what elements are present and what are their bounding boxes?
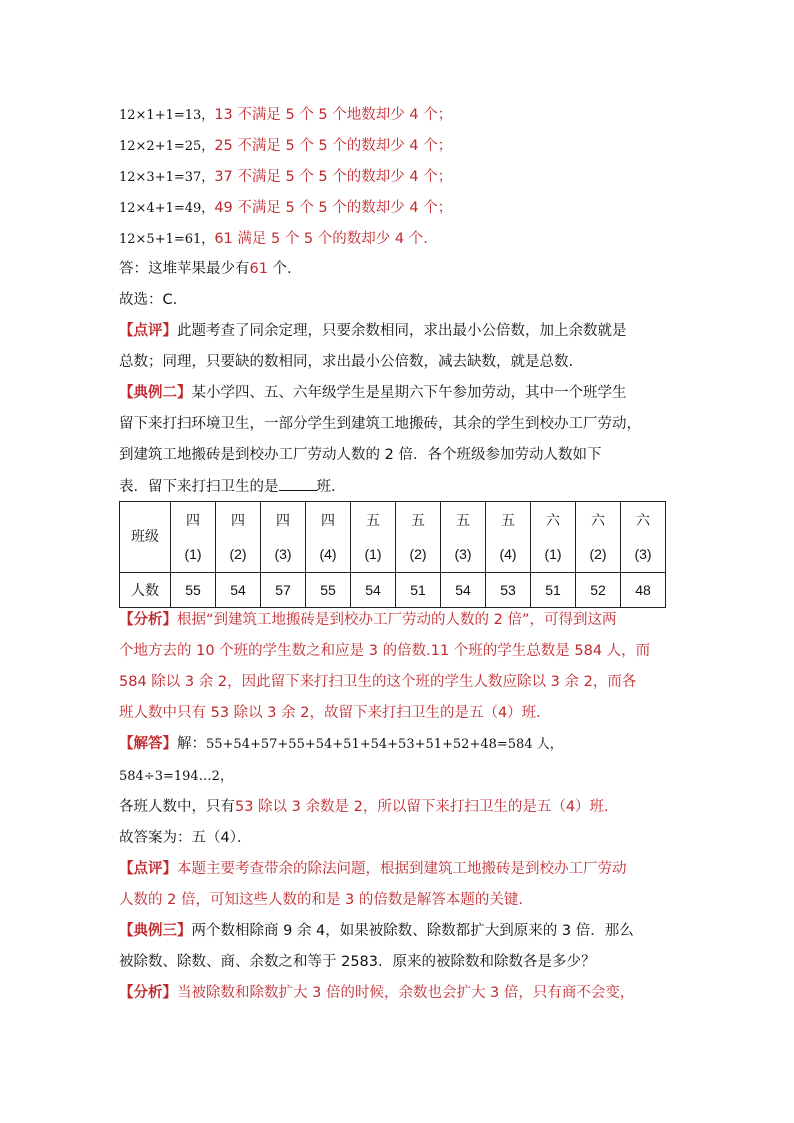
calc-expression: 12×5+1=61，	[119, 232, 215, 247]
solution-tag: 【解答】	[119, 736, 177, 752]
class-grade: 四	[186, 512, 200, 528]
answer-line: 答：这堆苹果最少有61 个.	[119, 261, 292, 277]
class-grade: 四	[321, 512, 335, 528]
solution2-final: 故答案为：五（4）．	[119, 830, 252, 846]
comment1-line-1: 【点评】此题考查了同余定理，只要余数相同，求出最小公倍数，加上余数就是	[119, 323, 627, 339]
table-count-cell: 54	[351, 573, 396, 608]
calc-remark: 13 不满足 5 个 5 个地数却少 4 个；	[214, 107, 453, 123]
table-count-cell: 55	[306, 573, 351, 608]
table-class-header	[306, 502, 351, 573]
calc-remark: 25 不满足 5 个 5 个的数却少 4 个；	[214, 138, 453, 154]
example-tag: 【典例二】	[119, 385, 192, 401]
class-grade: 五	[366, 512, 380, 528]
class-grade: 六	[546, 512, 560, 528]
calc-line-5	[119, 229, 428, 250]
class-number: (3)	[274, 546, 292, 562]
class-number: (1)	[544, 546, 562, 562]
class-number: (1)	[364, 546, 382, 562]
analysis-tag: 【分析】	[119, 612, 177, 628]
analysis-tag: 【分析】	[119, 985, 177, 1001]
class-number: (2)	[229, 546, 247, 562]
comment2-line-2: 人数的 2 倍，可知这些人数的和是 3 的倍数是解答本题的关键.	[119, 892, 523, 908]
table-class-header	[171, 502, 216, 573]
table-count-cell: 53	[486, 573, 531, 608]
class-number: (3)	[634, 546, 652, 562]
class-grade: 四	[276, 512, 290, 528]
example2-line-2: 留下来打扫环境卫生，一部分学生到建筑工地搬砖，其余的学生到校办工厂劳动，	[119, 416, 641, 432]
analysis2-line-4: 班人数中只有 53 除以 3 余 2，故留下来打扫卫生的是五（4）班.	[119, 705, 541, 721]
table-count-cell: 57	[261, 573, 306, 608]
calc-remark: 49 不满足 5 个 5 个的数却少 4 个；	[214, 200, 453, 216]
analysis2-line-1: 【分析】根据“到建筑工地搬砖是到校办工厂劳动的人数的 2 倍”，可得到这两	[119, 612, 617, 628]
example-tag: 【典例三】	[119, 923, 192, 939]
class-grade: 五	[411, 512, 425, 528]
table-class-header	[621, 502, 666, 573]
calc-expression: 12×1+1=13，	[119, 108, 215, 123]
solution2-line-3: 各班人数中，只有53 除以 3 余数是 2，所以留下来打扫卫生的是五（4）班．	[119, 799, 619, 815]
calc-remark: 37 不满足 5 个 5 个的数却少 4 个；	[214, 169, 453, 185]
answer-blank	[279, 476, 317, 491]
table-count-cell: 52	[576, 573, 621, 608]
solution2-line-1: 【解答】解：55+54+57+55+54+51+54+53+51+52+48=584 人，	[119, 736, 563, 752]
example2-line-4: 表．留下来打扫卫生的是 班.	[119, 476, 336, 497]
class-count-table	[119, 501, 666, 608]
class-number: (4)	[319, 546, 337, 562]
table-count-row	[120, 573, 666, 608]
analysis2-line-3: 584 除以 3 余 2，因此留下来打扫卫生的这个班的学生人数应除以 3 余 2，而各	[119, 674, 637, 690]
comment2-line-1: 【点评】本题主要考查带余的除法问题，根据到建筑工地搬砖是到校办工厂劳动	[119, 861, 627, 877]
table-class-header	[576, 502, 621, 573]
comment-tag: 【点评】	[119, 323, 177, 339]
class-grade: 四	[231, 512, 245, 528]
table-header-label: 班级	[120, 502, 171, 573]
table-class-header	[441, 502, 486, 573]
class-number: (3)	[454, 546, 472, 562]
comment-tag: 【点评】	[119, 861, 177, 877]
table-count-cell: 54	[216, 573, 261, 608]
example3-line-2: 被除数、除数、商、余数之和等于 2583．原来的被除数和除数各是多少？	[119, 954, 596, 970]
table-count-cell: 54	[441, 573, 486, 608]
table-count-cell: 48	[621, 573, 666, 608]
calc-expression: 12×3+1=37，	[119, 170, 215, 185]
class-grade: 五	[501, 512, 515, 528]
calc-line-4	[119, 198, 452, 219]
class-number: (2)	[589, 546, 607, 562]
calc-expression: 12×2+1=25，	[119, 139, 215, 154]
analysis3-line-1: 【分析】当被除数和除数扩大 3 倍的时候，余数也会扩大 3 倍，只有商不会变，	[119, 985, 635, 1001]
table-class-header	[396, 502, 441, 573]
table-class-header	[486, 502, 531, 573]
class-grade: 六	[591, 512, 605, 528]
table-class-header	[261, 502, 306, 573]
class-number: (4)	[499, 546, 517, 562]
table-class-header	[216, 502, 261, 573]
calc-line-1	[119, 105, 452, 126]
calc-expression: 12×4+1=49，	[119, 201, 215, 216]
class-number: (1)	[184, 546, 202, 562]
analysis2-line-2: 个地方去的 10 个班的学生数之和应是 3 的倍数.11 个班的学生总数是 584 人，而	[119, 643, 651, 659]
example2-line-3: 到建筑工地搬砖是到校办工厂劳动人数的 2 倍．各个班级参加劳动人数如下	[119, 447, 602, 463]
class-number: (2)	[409, 546, 427, 562]
calc-line-2	[119, 136, 452, 157]
comment1-line-2: 总数；同理，只要缺的数相同，求出最小公倍数，减去缺数，就是总数.	[119, 354, 574, 370]
calc-line-3	[119, 167, 452, 188]
choice-line: 故选：C.	[119, 292, 178, 308]
class-grade: 六	[636, 512, 650, 528]
table-count-cell: 55	[171, 573, 216, 608]
class-grade: 五	[456, 512, 470, 528]
table-count-cell: 51	[531, 573, 576, 608]
table-class-header	[351, 502, 396, 573]
example3-line-1: 【典例三】两个数相除商 9 余 4，如果被除数、除数都扩大到原来的 3 倍．那么	[119, 923, 634, 939]
table-header-row	[120, 502, 666, 573]
table-class-header	[531, 502, 576, 573]
table-count-cell: 51	[396, 573, 441, 608]
solution2-division: 584÷3=194…2，	[119, 769, 233, 784]
calc-remark: 61 满足 5 个 5 个的数却少 4 个.	[214, 231, 428, 247]
table-row-label: 人数	[120, 573, 171, 608]
example2-line-1: 【典例二】某小学四、五、六年级学生是星期六下午参加劳动，其中一个班学生	[119, 385, 627, 401]
